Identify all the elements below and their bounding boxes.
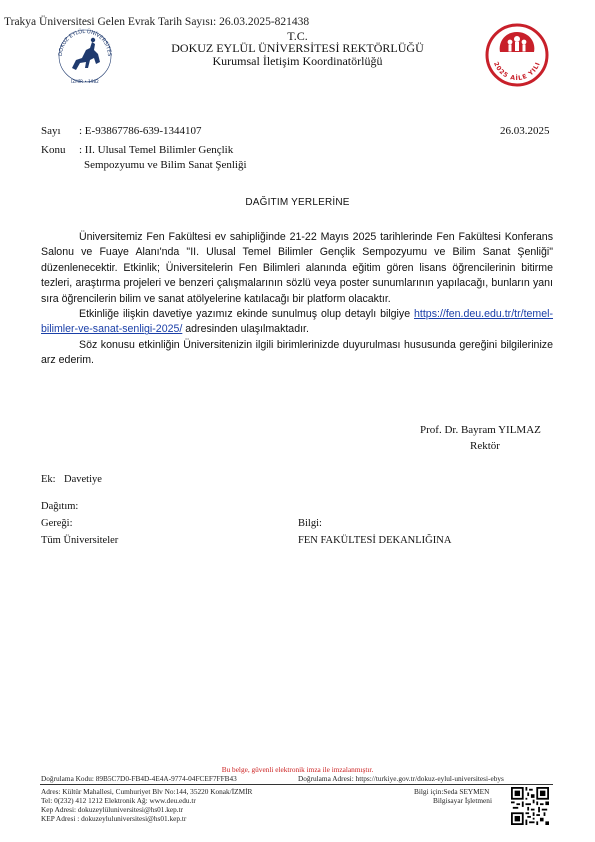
geregi-value: Tüm Üniversiteler (41, 535, 119, 546)
body-paragraph-1: Üniversitemiz Fen Fakültesi ev sahipliğinde 21-22 Mayıs 2025 tarihlerinde Fen Fakültesi Konferans Salonu ve Fuaye Alanı'nda "II. Ulusal Temel Bilimler Gençlik Sempozyumu ve Bilim Sanat Şenliği" düzenlenecektir. Etkinlik; Üniversitelerin Fen Bilimleri alanında eğitim gören lisans öğrencilerinin bitirme tezleri, araştırma projeleri ve benzeri çalışmalarının sözlü veya poster sunumlarının yapılacağı, bunların yanı sıra öğrencilerin bilim ve sanat atölyelerine katılacağı bir platform olacaktır. (41, 231, 553, 305)
horse-rider-icon (72, 42, 100, 70)
svg-text:DOKUZ EYLÜL ÜNİVERSİTESİ (54, 20, 112, 56)
seal-year-text: İZMİR • 1982 (71, 79, 99, 84)
attachment-value: Davetiye (64, 474, 102, 485)
footer-address: Adres: Kültür Mahallesi, Cumhuriyet Blv No:144, 35220 Konak/İZMİR (41, 787, 253, 796)
info-person: Bilgi için:Seda SEYMEN (414, 787, 490, 796)
secure-signature-note: Bu belge, güvenli elektronik imza ile imzalanmıştır. (221, 765, 374, 774)
bilgi-label: Bilgi: (298, 518, 322, 529)
family-figure-icon (514, 36, 520, 42)
verification-address: Doğrulama Adresi: https://turkiye.gov.tr/dokuz-eylul-universitesi-ebys (298, 774, 504, 783)
body-paragraph-2-tail: adresinden ulaşılmaktadır. (182, 323, 309, 336)
seal-arc-text: DOKUZ EYLÜL ÜNİVERSİTES (57, 28, 113, 57)
konu-value-line1: : II. Ulusal Temel Bilimler Gençlik (79, 144, 234, 156)
signatory-title: Rektör (470, 440, 500, 452)
konu-value-line2: Sempozyumu ve Bilim Sanat Şenliği (84, 159, 247, 171)
letter-body (41, 230, 553, 369)
konu-label: Konu (41, 144, 66, 156)
sayi-value: : E-93867786-639-1344107 (79, 125, 202, 137)
signatory-name: Prof. Dr. Bayram YILMAZ (420, 424, 541, 436)
geregi-label: Gereği: (41, 518, 73, 529)
footer-kep-2: KEP Adresi : dokuzeyluluniversitesi@hs01.kep.tr (41, 814, 187, 823)
header-line-department: Kurumsal İletişim Koordinatörlüğü (212, 54, 383, 68)
university-seal-logo (54, 20, 116, 86)
header-line-tc: T.C. (287, 29, 308, 43)
qr-code-icon (511, 787, 549, 825)
incoming-document-stamp: Trakya Üniversitesi Gelen Evrak Tarih Sayısı: 26.03.2025-821438 (4, 16, 310, 28)
distribution-label: Dağıtım: (41, 501, 79, 512)
family-year-logo (484, 22, 550, 88)
body-paragraph-2 (41, 307, 553, 338)
document-date: 26.03.2025 (500, 125, 550, 137)
attachment-label: Ek: (41, 474, 56, 485)
sayi-label: Sayı (41, 125, 61, 137)
bilgi-value: FEN FAKÜLTESİ DEKANLIĞINA (298, 535, 452, 546)
footer-phone: Tel: 0(232) 412 1212 Elektronik Ağ: www.deu.edu.tr (41, 796, 196, 805)
body-paragraph-3: Söz konusu etkinliğin Üniversitenizin ilgili birimlerinizde duyurulması hususunda gereğini bilgilerinize arz ederim. (41, 338, 553, 367)
verification-code: Doğrulama Kodu: 89B5C7D0-FB4D-4E4A-9774-04FCEF7FFB43 (41, 774, 237, 783)
body-paragraph-2-lead: Etkinliğe ilişkin davetiye yazımız ekinde sunulmuş olup detaylı bilgiye (79, 308, 415, 321)
event-link[interactable]: https://fen.deu.edu.tr/tr/temel-bilimler-ve-sanat-senligi-2025/ (41, 308, 553, 336)
family-year-arc-text: 2025 AİLE YILI (492, 60, 542, 83)
header-line-university: DOKUZ EYLÜL ÜNİVERSİTESİ REKTÖRLÜĞÜ (171, 41, 424, 55)
footer-kep-1: Kep Adresi: dokuzeylüluniversitesi@hs01.kep.tr (41, 805, 184, 814)
info-role: Bilgisayar İşletmeni (433, 796, 492, 805)
distribution-heading: DAĞITIM YERLERİNE (245, 197, 350, 208)
footer-divider (40, 784, 553, 785)
